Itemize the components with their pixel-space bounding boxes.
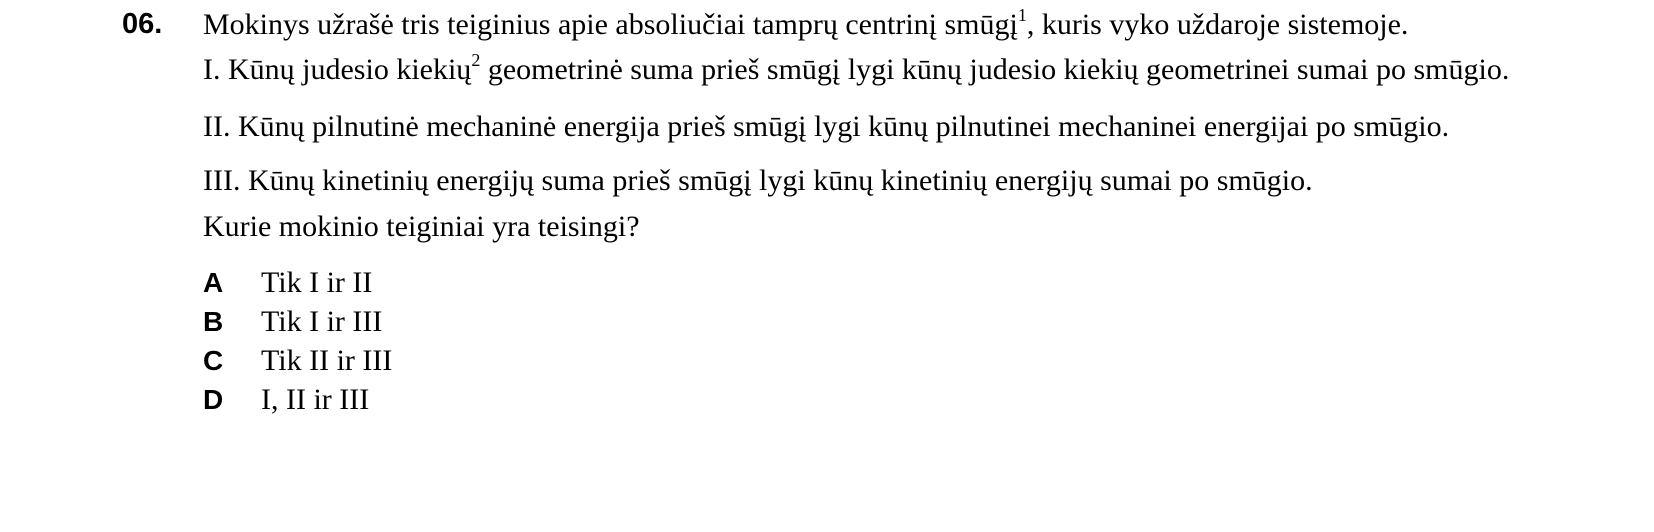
- option-letter: C: [203, 345, 224, 376]
- statement-1: [203, 50, 1540, 89]
- footnote-marker-2: 2: [471, 50, 481, 70]
- statement-3: III. Kūnų kinetinių energijų suma prieš smūgį lygi kūnų kinetinių energijų sumai po smūgio.: [203, 164, 1313, 197]
- answer-option-a[interactable]: [203, 263, 1540, 302]
- footnote-marker-1: 1: [1017, 5, 1027, 25]
- intro-text-start: Mokinys užrašė tris teiginius apie absoliučiai tamprų centrinį smūgį: [203, 8, 1018, 41]
- answer-option-c[interactable]: [203, 341, 1540, 380]
- option-letter: B: [203, 306, 224, 337]
- question-intro: [203, 5, 1540, 44]
- option-text: Tik I ir II: [261, 266, 373, 299]
- question-body: [203, 5, 1540, 419]
- question-prompt: Kurie mokinio teiginiai yra teisingi?: [203, 210, 640, 243]
- answer-option-b[interactable]: [203, 302, 1540, 341]
- statement-1-text-start: I. Kūnų judesio kiekių: [203, 53, 472, 86]
- answer-options: [203, 263, 1540, 419]
- option-text: Tik II ir III: [261, 344, 393, 377]
- option-text: Tik I ir III: [261, 305, 383, 338]
- intro-text-end: , kuris vyko uždaroje sistemoje.: [1026, 8, 1409, 41]
- option-text: I, II ir III: [261, 383, 370, 416]
- statement-1-text-end: geometrinė suma prieš smūgį lygi kūnų judesio kiekių geometrinei sumai po smūgio.: [480, 53, 1510, 86]
- statement-2: II. Kūnų pilnutinė mechaninė energija prieš smūgį lygi kūnų pilnutinei mechaninei energijai po smūgio.: [203, 110, 1450, 143]
- answer-option-d[interactable]: [203, 380, 1540, 419]
- option-letter: D: [203, 384, 224, 415]
- question-number: 06.: [122, 8, 163, 40]
- option-letter: A: [203, 267, 224, 298]
